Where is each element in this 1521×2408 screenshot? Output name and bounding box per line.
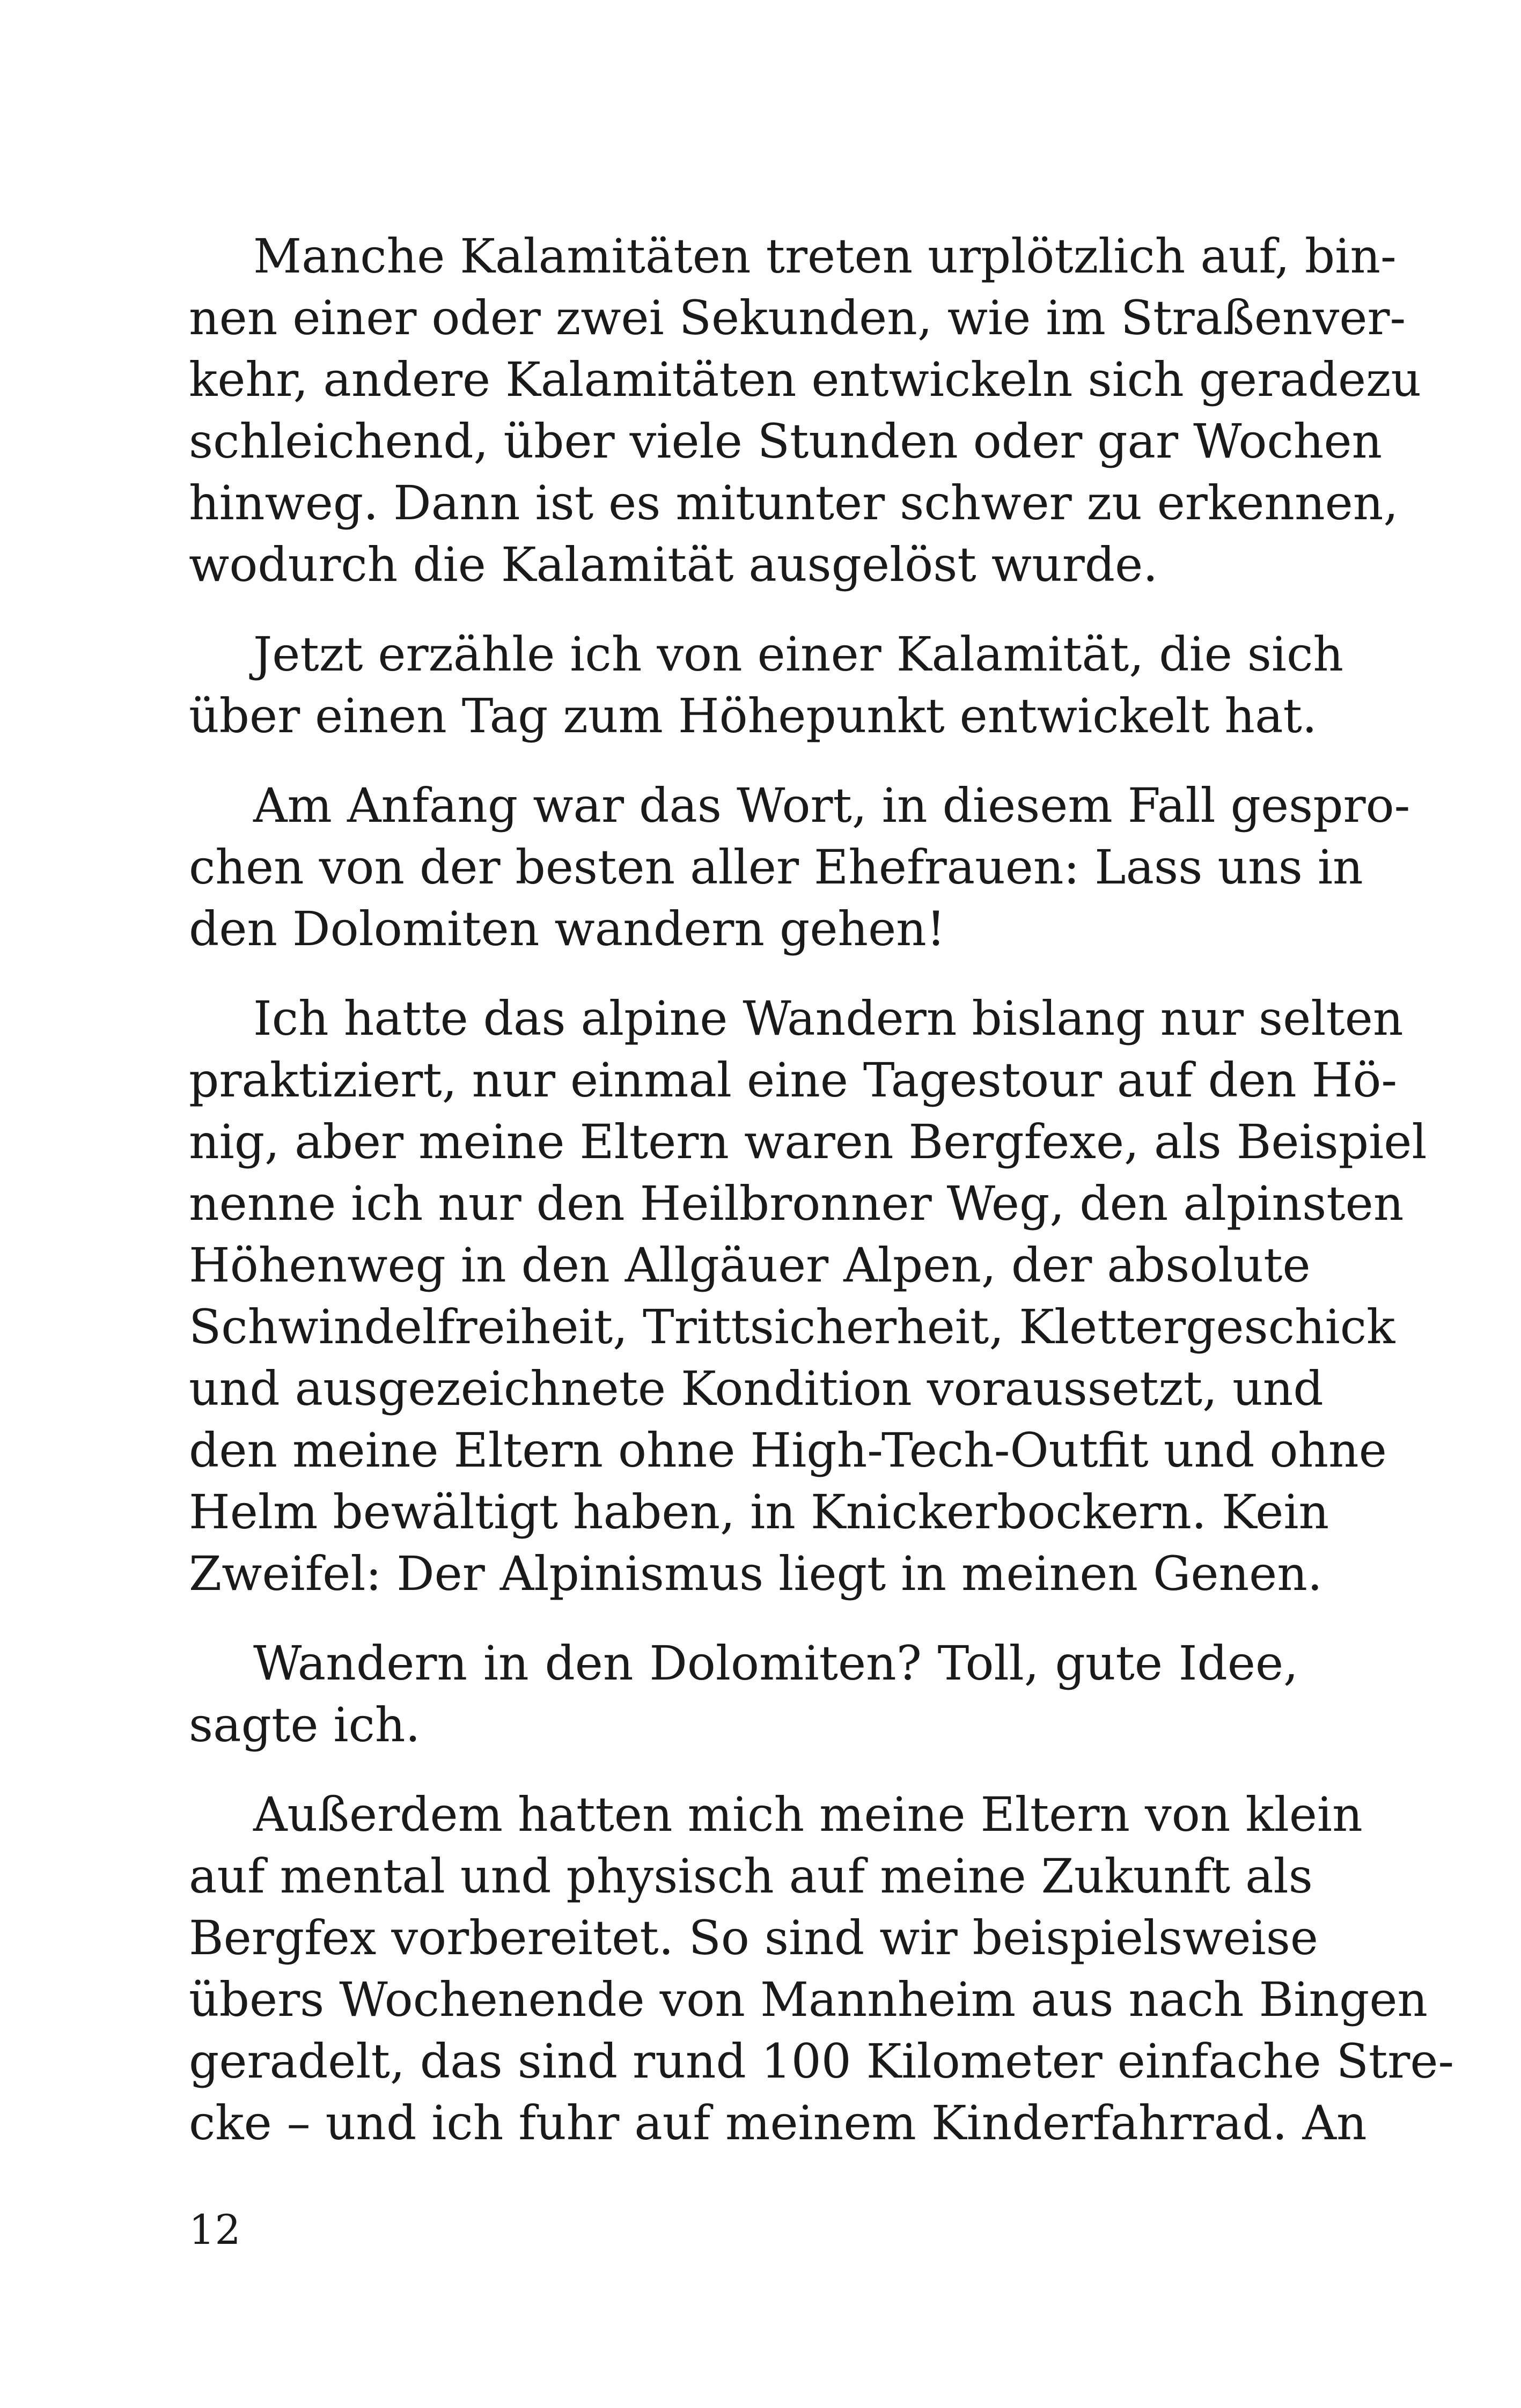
text-line: schleichend, über viele Stunden oder gar Wochen	[189, 414, 1383, 469]
text-line: nen einer oder zwei Sekunden, wie im Straßenver-	[189, 290, 1406, 345]
text-line: Zweifel: Der Alpinismus liegt in meinen Genen.	[189, 1546, 1322, 1601]
text-line: Helm bewältigt haben, in Knickerbockern. Kein	[189, 1484, 1329, 1540]
text-line: Schwindelfreiheit, Trittsicherheit, Klettergeschick	[189, 1299, 1395, 1354]
paragraph	[189, 988, 1427, 1604]
paragraph	[189, 1784, 1454, 2154]
text-line: auf mental und physisch auf meine Zukunft als	[189, 1849, 1313, 1904]
page-number: 12	[189, 2206, 241, 2254]
text-line: nenne ich nur den Heilbronner Weg, den alpinsten	[189, 1176, 1404, 1231]
text-line: Außerdem hatten mich meine Eltern von klein	[253, 1787, 1363, 1842]
text-line: kehr, andere Kalamitäten entwickeln sich geradezu	[189, 352, 1422, 407]
text-line: hinweg. Dann ist es mitunter schwer zu erkennen,	[189, 475, 1399, 531]
text-line: über einen Tag zum Höhepunkt entwickelt hat.	[189, 688, 1317, 743]
paragraph	[189, 225, 1422, 595]
text-line: Höhenweg in den Allgäuer Alpen, der absolute	[189, 1238, 1311, 1293]
text-line: den meine Eltern ohne High-Tech-Outfit und ohne	[189, 1423, 1387, 1478]
paragraph	[189, 623, 1344, 747]
text-line: Ich hatte das alpine Wandern bislang nur selten	[253, 991, 1404, 1046]
text-line: Bergfex vorbereitet. So sind wir beispielsweise	[189, 1910, 1318, 1965]
text-line: praktiziert, nur einmal eine Tagestour auf den Hö-	[189, 1052, 1398, 1108]
paragraph	[189, 1632, 1298, 1756]
text-line: geradelt, das sind rund 100 Kilometer einfache Stre-	[189, 2034, 1454, 2089]
text-line: Am Anfang war das Wort, in diesem Fall gespro-	[253, 778, 1410, 833]
text-line: Jetzt erzähle ich von einer Kalamität, die sich	[253, 627, 1344, 682]
text-line: den Dolomiten wandern gehen!	[189, 901, 946, 956]
text-line: chen von der besten aller Ehefrauen: Lass uns in	[189, 840, 1363, 895]
text-line: und ausgezeichnete Kondition voraussetzt, und	[189, 1361, 1324, 1416]
text-line: übers Wochenende von Mannheim aus nach Bingen	[189, 1972, 1428, 2027]
paragraph	[189, 775, 1410, 960]
body-text	[189, 225, 1454, 2182]
text-line: sagte ich.	[189, 1697, 421, 1752]
text-line: cke – und ich fuhr auf meinem Kinderfahrrad. An	[189, 2095, 1367, 2151]
text-line: Wandern in den Dolomiten? Toll, gute Idee,	[253, 1636, 1298, 1691]
text-line: wodurch die Kalamität ausgelöst wurde.	[189, 537, 1158, 592]
text-line: Manche Kalamitäten treten urplötzlich auf, bin-	[253, 229, 1397, 284]
text-line: nig, aber meine Eltern waren Bergfexe, als Beispiel	[189, 1114, 1427, 1169]
